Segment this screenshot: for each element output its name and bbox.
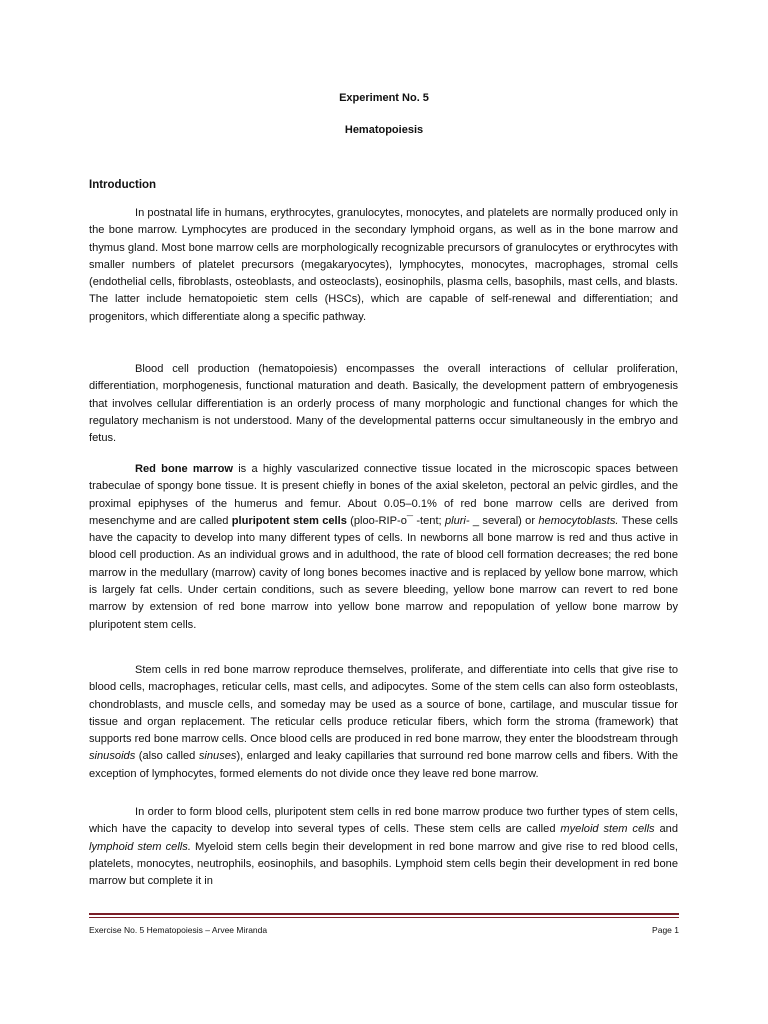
term-myeloid-stem-cells: myeloid stem cells [560,823,655,836]
footer-title: Exercise No. 5 Hematopoiesis – Arvee Miranda [89,925,268,935]
paragraph-4-text-b: (also called [135,750,199,763]
footer-rule-thick [89,913,679,915]
paragraph-1-text: In postnatal life in humans, erythrocytes, granulocytes, monocytes, and platelets are normally produced only in the bone marrow. Lymphocytes are produced in the secondary lymphoid organs, as well as in the bone marrow and thymus gland. Most bone marrow cells are morphologically recognizable precursors of granulocytes or erythrocytes with smaller numbers of platelet precursors (megakaryocytes), lymphocytes, monocytes, macrophages, stromal cells (endothelial cells, fibroblasts, osteoblasts, and osteoclasts), eosinophils, plasma cells, basophils, mast cells, and blasts. The latter include hematopoietic stem cells (HSCs), which are capable of self-renewal and differentiation; and progenitors, which differentiate along a specific pathway. [89,207,678,323]
paragraph-4-text-a: Stem cells in red bone marrow reproduce themselves, proliferate, and differentiate into cells that give rise to blood cells, macrophages, reticular cells, mast cells, and adipocytes. Some of the stem cells can also form osteoblasts, chondroblasts, and muscle cells, and someday may be used as a source of bone, cartilage, and muscular tissue for tissue and organ replacement. The reticular cells produce reticular fibers, which form the stroma (framework) that supports red bone marrow cells. Once blood cells are produced in red bone marrow, they enter the bloodstream through [89,664,678,746]
paragraph-3 [89,461,678,634]
term-hemocytoblasts: hemocytoblasts. [538,514,619,527]
page-number [652,925,679,935]
paragraph-1 [89,205,678,326]
paragraph-5-text-b: and [654,823,679,836]
introduction-heading: Introduction [89,179,157,191]
paragraph-2-text: Blood cell production (hematopoiesis) encompasses the overall interactions of cellular proliferation, differentiation, morphogenesis, functional maturation and death. Basically, the development pattern of embryogenesis that involves cellular differentiation is an orderly process of many morphologic and functional changes for which the regulatory mechanism is not understood. Many of the developmental patterns occur simultaneously in the embryo and fetus. [89,363,678,445]
term-lymphoid-stem-cells: lymphoid stem cells. [89,840,191,853]
experiment-number: Experiment No. 5 [339,92,429,104]
paragraph-3-text-d: These cells have the capacity to develop into many different types of cells. In newborns all bone marrow is red and thus active in blood cell production. As an individual grows and in adulthood, the rate of blood cell formation decreases; the red bone marrow in the medullary (marrow) cavity of long bones becomes inactive and is replaced by yellow bone marrow, which is largely fat cells. Under certain conditions, such as severe bleeding, yellow bone marrow can revert to red bone marrow by extension of red bone marrow into yellow bone marrow and repopulation of yellow bone marrow by pluripotent stem cells. [89,514,678,631]
term-pluri: pluri- [444,514,470,527]
footer-rule-thin [89,917,679,918]
paragraph-3-text-b: (ploo-RIP-o¯ -tent; [346,514,445,527]
paragraph-4-text-c: ), enlarged and leaky capillaries that surround red bone marrow cells and fibers. With the exception of lymphocytes, formed elements do not divide once they leave red bone marrow. [89,750,679,780]
term-red-bone-marrow: Red bone marrow [135,463,233,475]
page-label: Page 1 [652,925,679,935]
paragraph-5 [89,804,678,890]
term-sinuses: sinuses [198,750,237,763]
paragraph-5-text-a: In order to form blood cells, pluripotent stem cells in red bone marrow produce two further types of stem cells, which have the capacity to develop into several types of cells. These stem cells are called [89,806,678,836]
paragraph-3-text-c: _ several) or [469,514,539,527]
term-pluripotent-stem-cells: pluripotent stem cells [231,514,347,527]
term-sinusoids: sinusoids [89,750,136,763]
paragraph-3-text-a: is a highly vascularized connective tissue located in the microscopic spaces between trabeculae of spongy bone tissue. It is present chiefly in bones of the axial skeleton, pectoral an pelvic girdles, and the proximal epiphyses of the humerus and femur. About 0.05–0.1% of red bone marrow cells are derived from mesenchyme and are called [89,463,678,527]
paragraph-2 [89,361,678,447]
document-title: Hematopoiesis [344,124,424,136]
paragraph-4 [89,662,678,783]
paragraph-5-text-c: Myeloid stem cells begin their development in red bone marrow and give rise to red blood cells, platelets, monocytes, neutrophils, eosinophils, and basophils. Lymphoid stem cells begin their development in red bone marrow but complete it in [89,840,678,888]
